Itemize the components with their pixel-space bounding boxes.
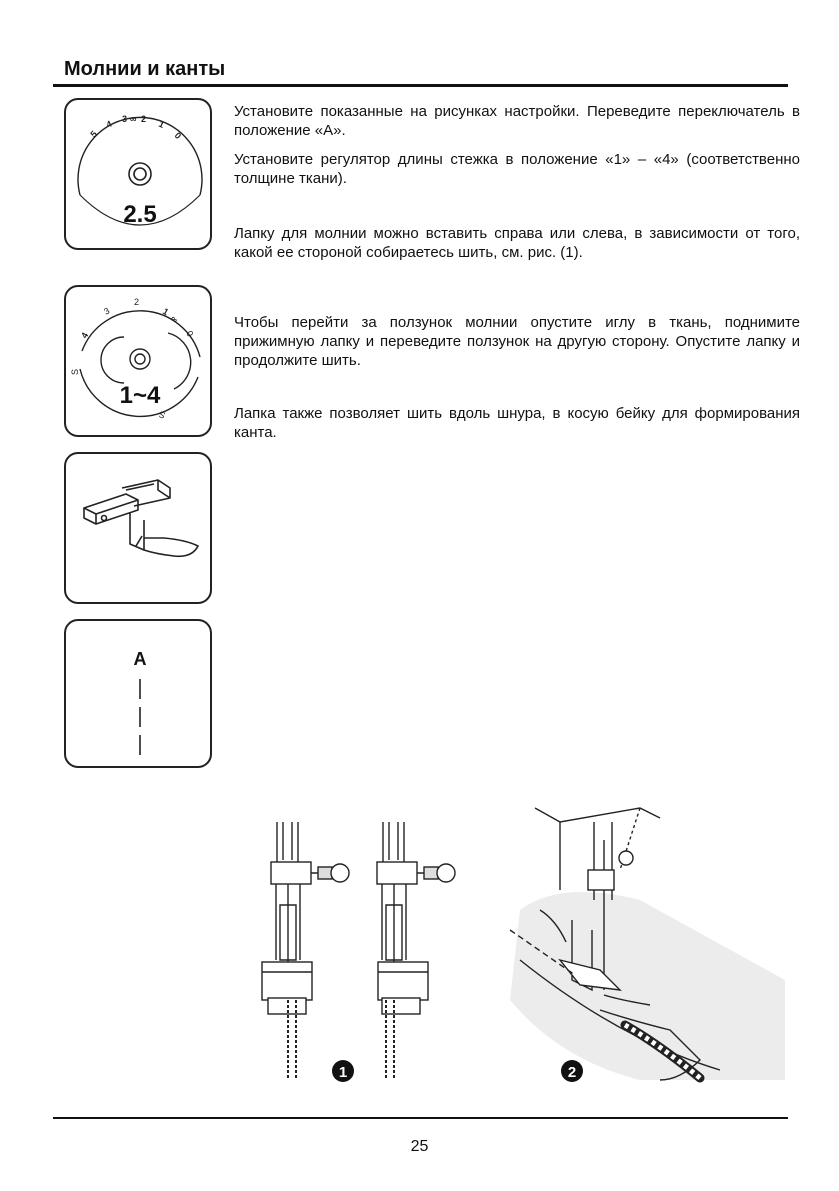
dial-mark: 1 (161, 306, 171, 318)
figure-1-label: 1 (338, 1064, 348, 1081)
stitch-length-value: 1~4 (119, 382, 161, 409)
dial-mark: 2 (134, 297, 140, 307)
dial-mark: 0 (172, 130, 184, 141)
dial-mark: S (157, 409, 167, 421)
instruction-text: Установите показанные на рисунках настройки. Переведите переключатель в положение «А». (234, 103, 800, 139)
figure-2-label: 2 (567, 1064, 577, 1081)
stitch-width-value: 2.5 (123, 201, 157, 228)
dial-mark: 0 (184, 329, 196, 339)
dial-mark: 3 (122, 114, 128, 124)
dial-mark: 1 (157, 118, 166, 130)
instruction-text: Чтобы перейти за ползунок молнии опустите иглу в ткань, поднимите прижимную лапку и переведите ползунок на другую сторону. Опустите лапку и продолжите шить. (234, 314, 800, 369)
instruction-text: Установите регулятор длины стежка в положение «1» – «4» (соответственно толщине ткани). (234, 151, 800, 187)
dial-mark: 4 (104, 118, 114, 130)
dial-mark: 3 (102, 305, 112, 317)
bottom-rule (53, 1117, 788, 1119)
dial-mark: ∞ (168, 313, 181, 325)
dial-mark: S (70, 368, 80, 375)
piping-cord-figure (510, 808, 785, 1080)
zipper-foot-right-figure (377, 822, 455, 1014)
pattern-letter: A (133, 649, 147, 669)
dial-mark: 5 (88, 128, 99, 140)
dial-mark: 2 (141, 114, 147, 124)
zipper-foot-left-figure (262, 822, 349, 1014)
instruction-text: Лапку для молнии можно вставить справа или слева, в зависимости от того, какой ее стороной собираетесь шить, см. рис. (1). (234, 225, 800, 261)
instruction-text: Лапка также позволяет шить вдоль шнура, в косую бейку для формирования канта. (234, 405, 800, 441)
page-number: 25 (410, 1138, 429, 1155)
dial-mark: ∞ (130, 114, 137, 124)
dial-mark: 4 (79, 330, 91, 340)
page-title: Молнии и канты (64, 58, 226, 80)
